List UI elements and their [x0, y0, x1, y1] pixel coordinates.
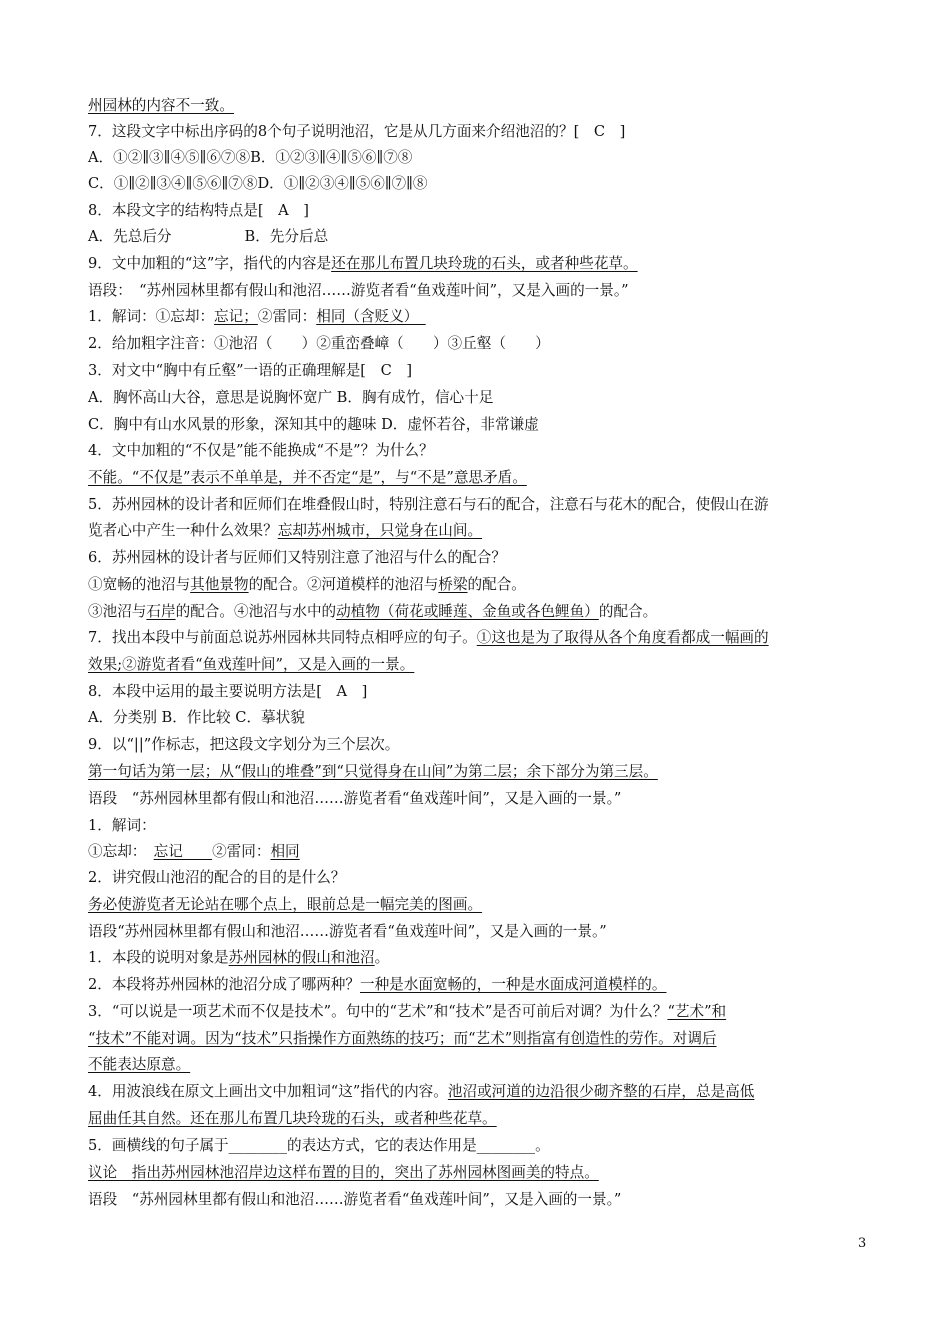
text-line [88, 122, 625, 142]
text-line [88, 602, 657, 622]
text-line [88, 575, 526, 595]
question-text: 8．本段中运用的最主要说明方法是[ A ] [88, 683, 368, 700]
text-line [88, 682, 367, 702]
question-text: ②雷同： [257, 308, 317, 325]
question-text: 2．讲究假山池沼的配合的目的是什么？ [88, 869, 346, 886]
question-text: A．胸怀高山大谷，意思是说胸怀宽广 B．胸有成竹，信心十足 [88, 389, 494, 406]
answer-text: “技术”不能对调。因为“技术”只指操作方面熟练的技巧；而“艺术”则指富有创造性的劳作。对调后 [88, 1030, 717, 1047]
answer-text: 一种是水面宽畅的，一种是水面成河道模样的。 [359, 976, 667, 993]
text-line [88, 1002, 726, 1022]
text-line [88, 628, 769, 648]
text-line [88, 548, 506, 568]
text-line [88, 1163, 599, 1183]
text-line [88, 281, 629, 301]
question-text: 4．文中加粗的“不仅是”能不能换成“不是”？为什么？ [88, 442, 434, 459]
question-text: 3．对文中“胸中有丘壑”一语的正确理解是[ C ] [88, 362, 413, 379]
question-text: A．先总后分 B．先分后总 [88, 228, 329, 245]
text-line [88, 1136, 550, 1156]
question-text: 6．苏州园林的设计者与匠师们又特别注意了池沼与什么的配合？ [88, 549, 506, 566]
question-text: 的配合。②河道模样的池沼与 [248, 576, 439, 593]
question-text: 1．本段的说明对象是 [88, 949, 229, 966]
question-text: ①宽畅的池沼与 [88, 576, 191, 593]
text-line [88, 388, 493, 408]
answer-text: 苏州园林的假山和池沼 [228, 949, 375, 966]
question-text: 2．本段将苏州园林的池沼分成了哪两种？ [88, 976, 360, 993]
question-text: 5．苏州园林的设计者和匠师们在堆叠假山时，特别注意石与石的配合，注意石与花木的配合，使假山在游 [88, 496, 769, 513]
text-line [88, 1029, 717, 1049]
question-text: C．胸中有山水风景的形象，深知其中的趣味 D．虚怀若谷，非常谦虚 [88, 416, 539, 433]
text-line [88, 415, 539, 435]
answer-text: 议论 指出苏州园林池沼岸边这样布置的目的，突出了苏州园林图画美的特点。 [88, 1164, 599, 1181]
question-text: 1．解词： [88, 817, 156, 834]
text-line [88, 174, 428, 194]
question-text: 1．解词：①忘却： [88, 308, 215, 325]
question-text: ①忘却： [88, 843, 154, 860]
answer-text: 忘记 [153, 843, 213, 860]
text-line [88, 735, 399, 755]
question-text: 4．用波浪线在原文上画出文中加粗词“这”指代的内容。 [88, 1083, 448, 1100]
answer-text: 相同 [270, 843, 300, 860]
text-line [88, 201, 309, 221]
text-line [88, 868, 345, 888]
text-line [88, 1055, 190, 1075]
answer-text: 忘记； [214, 308, 258, 325]
answer-text: 不能表达原意。 [88, 1056, 191, 1073]
answer-text: 其他景物 [190, 576, 249, 593]
question-text: 5．画横线的句子属于________的表达方式，它的表达作用是________。 [88, 1137, 550, 1154]
question-text: 的配合。④池沼与水中的 [175, 603, 337, 620]
answer-text: ①这也是为了取得从各个角度看都成一幅画的 [476, 629, 769, 646]
question-text: 2．给加粗字注音：①池沼（ ）②重峦叠嶂（ ）③丘壑（ ） [88, 335, 550, 352]
text-line [88, 762, 658, 782]
text-line [88, 789, 621, 809]
answer-text: 桥梁 [438, 576, 468, 593]
answer-text: “艺术”和 [667, 1003, 727, 1020]
question-text: 8．本段文字的结构特点是[ A ] [88, 202, 309, 219]
question-text: ②雷同： [212, 843, 271, 860]
text-line [88, 1190, 621, 1210]
text-line [88, 307, 426, 327]
answer-text: 石岸 [146, 603, 176, 620]
text-line [88, 655, 414, 675]
text-line [88, 895, 482, 915]
answer-text: 州园林的内容不一致。 [88, 97, 234, 114]
text-line [88, 227, 328, 247]
answer-text: 动植物（荷花或睡莲、金鱼或各色鲤鱼） [336, 603, 599, 620]
question-text: ③池沼与 [88, 603, 147, 620]
question-text: 3．“可以说是一项艺术而不仅是技术”。句中的“艺术”和“技术”是否可前后对调？为什么？ [88, 1003, 668, 1020]
question-text: 览者心中产生一种什么效果？ [88, 522, 278, 539]
question-text: 9．文中加粗的“这”字，指代的内容是 [88, 255, 332, 272]
question-text: 7．找出本段中与前面总说苏州园林共同特点相呼应的句子。 [88, 629, 477, 646]
answer-text: 屈曲任其自然。还在那儿布置几块玲珑的石头，或者种些花草。 [88, 1110, 497, 1127]
question-text: 7．这段文字中标出序码的8个句子说明池沼，它是从几方面来介绍池沼的？[ C ] [88, 123, 626, 140]
text-line [88, 708, 305, 728]
answer-text: 第一句话为第一层；从“假山的堆叠”到“只觉得身在山间”为第二层；余下部分为第三层。 [88, 763, 658, 780]
question-text: 9．以“||”作标志，把这段文字划分为三个层次。 [88, 736, 400, 753]
question-text: A．①②∥③∥④⑤∥⑥⑦⑧B．①②③∥④∥⑤⑥∥⑦⑧ [88, 149, 413, 166]
answer-text: 不能。“不仅是”表示不单单是，并不否定“是”，与“不是”意思矛盾。 [88, 469, 527, 486]
answer-text: 还在那儿布置几块玲珑的石头，或者种些花草。 [331, 255, 638, 272]
question-text: 的配合。 [467, 576, 526, 593]
text-line [88, 468, 527, 488]
question-text: 语段 “苏州园林里都有假山和池沼……游览者看“鱼戏莲叶间”，又是入画的一景。” [88, 790, 622, 807]
text-line [88, 922, 607, 942]
answer-text: 池沼或河道的边沿很少砌齐整的石岸，总是高低 [447, 1083, 755, 1100]
text-line [88, 1082, 754, 1102]
text-line [88, 975, 666, 995]
text-line [88, 521, 482, 541]
text-line [88, 361, 412, 381]
question-text: A．分类别 B．作比较 C．摹状貌 [88, 709, 305, 726]
question-text: 语段 “苏州园林里都有假山和池沼……游览者看“鱼戏莲叶间”，又是入画的一景。” [88, 1191, 622, 1208]
text-line [88, 96, 234, 116]
text-line [88, 816, 156, 836]
answer-text: 相同（含贬义） [316, 308, 426, 325]
text-line [88, 842, 300, 862]
text-line [88, 1109, 497, 1129]
question-text: 语段： “苏州园林里都有假山和池沼……游览者看“鱼戏莲叶间”，又是入画的一景。” [88, 282, 629, 299]
text-line [88, 334, 550, 354]
answer-text: 务必使游览者无论站在哪个点上，眼前总是一幅完美的图画。 [88, 896, 483, 913]
page-number: 3 [858, 1236, 867, 1251]
text-line [88, 495, 769, 515]
text-line [88, 441, 434, 461]
question-text: 的配合。 [598, 603, 658, 620]
answer-text: 效果;②游览者看“鱼戏莲叶间”，又是入画的一景。 [88, 656, 415, 673]
text-line [88, 948, 389, 968]
answer-text: 忘却苏州城市，只觉身在山间。 [277, 522, 483, 539]
question-text: 语段“苏州园林里都有假山和池沼……游览者看“鱼戏莲叶间”，又是入画的一景。” [88, 923, 607, 940]
question-text: 。 [374, 949, 390, 966]
text-line [88, 148, 412, 168]
text-line [88, 254, 638, 274]
question-text: C．①∥②∥③④∥⑤⑥∥⑦⑧D．①∥②③④∥⑤⑥∥⑦∥⑧ [88, 175, 428, 192]
